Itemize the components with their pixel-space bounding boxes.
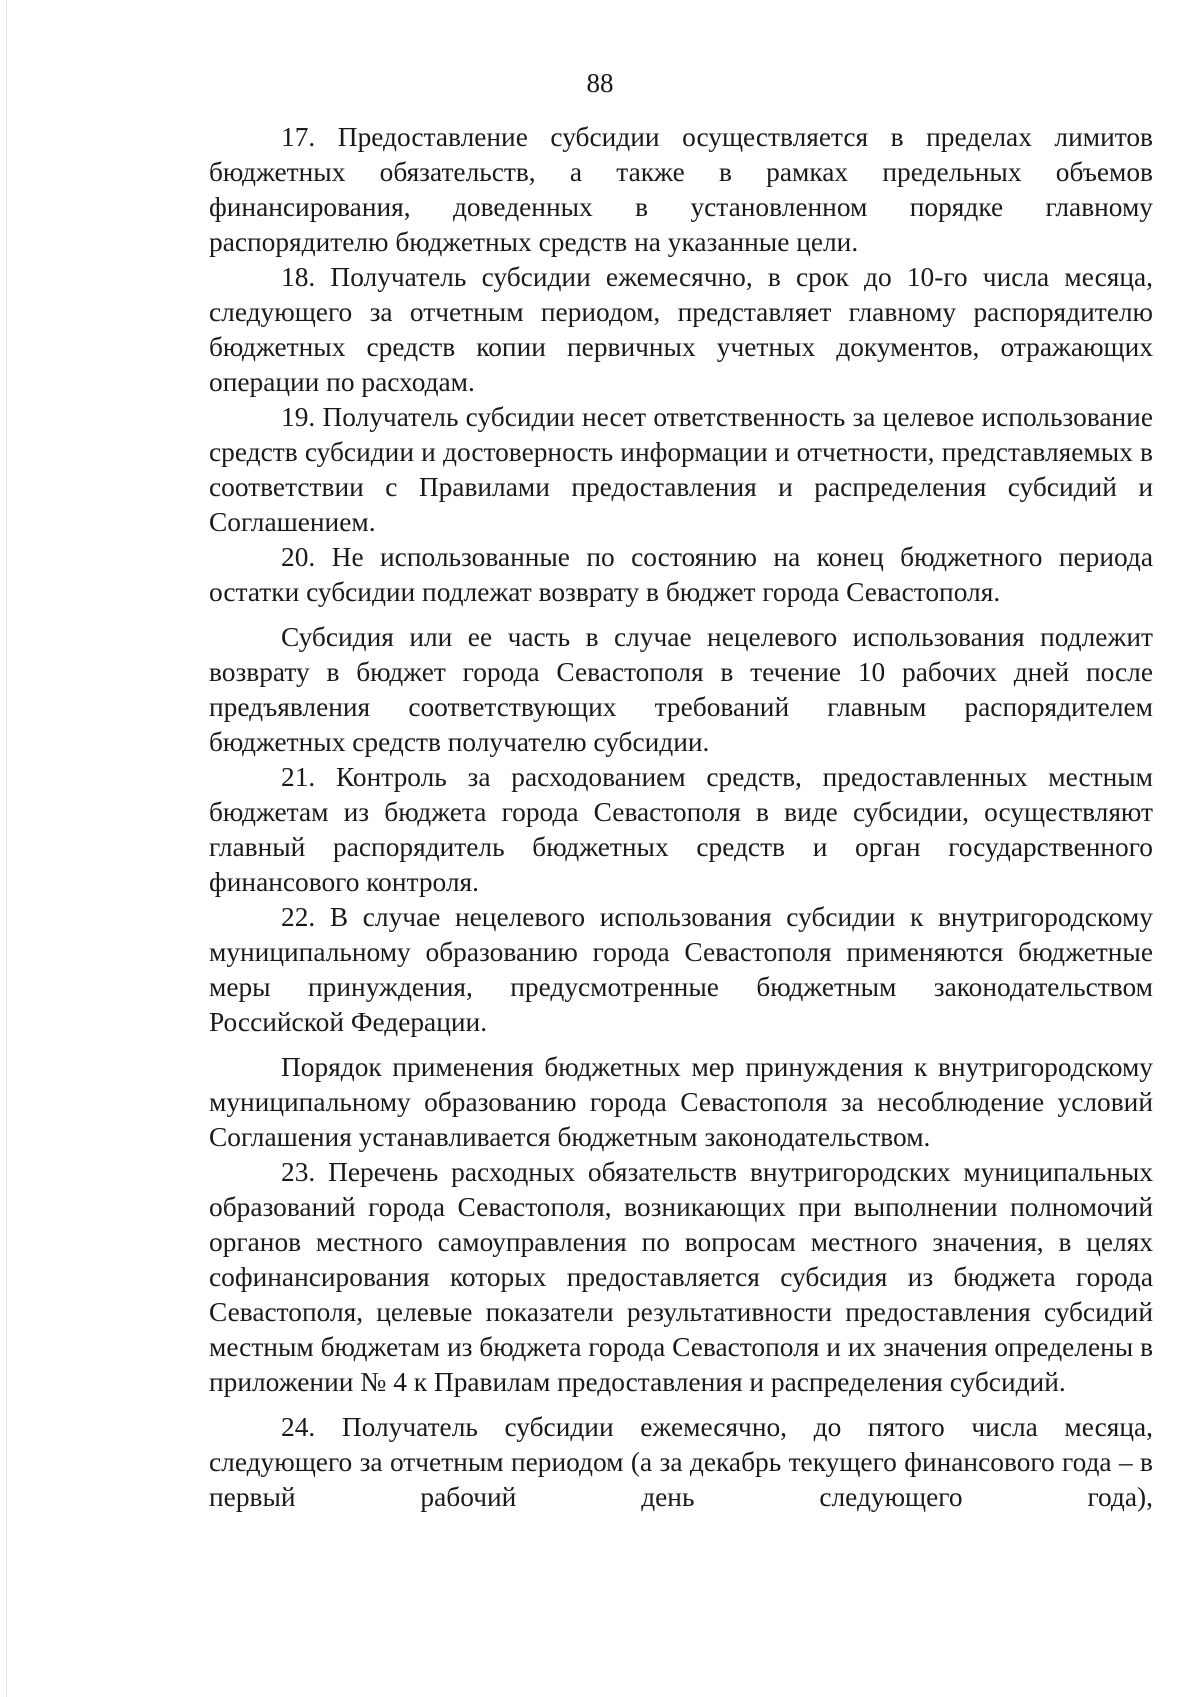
paragraph-22: 22. В случае нецелевого использования субсидии к внутригородскому муниципальному образованию города Севастополя применяются бюджетные меры принуждения, предусмотренные бюджетным законодательством Российской Федерации. xyxy=(209,902,1153,1037)
paragraph-24: 24. Получатель субсидии ежемесячно, до пятого числа месяца, следующего за отчетным периодом (а за декабрь текущего финансового года – в первый рабочий день следующего года), xyxy=(209,1412,1153,1512)
paragraph-21: 21. Контроль за расходованием средств, предоставленных местным бюджетам из бюджета города Севастополя в виде субсидии, осуществляют главный распорядитель бюджетных средств и орган государственного финансового контроля. xyxy=(209,762,1153,897)
paragraph-18: 18. Получатель субсидии ежемесячно, в срок до 10-го числа месяца, следующего за отчетным периодом, представляет главному распорядителю бюджетных средств копии первичных учетных документов, отражающих операции по расходам. xyxy=(209,262,1153,397)
document-body xyxy=(209,120,1153,1515)
paragraph-17: 17. Предоставление субсидии осуществляется в пределах лимитов бюджетных обязательств, а также в рамках предельных объемов финансирования, доведенных в установленном порядке главному распорядителю бюджетных средств на указанные цели. xyxy=(209,122,1153,257)
paragraph-23: 23. Перечень расходных обязательств внутригородских муниципальных образований города Севастополя, возникающих при выполнении полномочий органов местного самоуправления по вопросам местного значения, в целях софинансирования которых предоставляется субсидия из бюджета города Севастополя, целевые показатели результативности предоставления субсидий местным бюджетам из бюджета города Севастополя и их значения определены в приложении № 4 к Правилам предоставления и распределения субсидий. xyxy=(209,1157,1153,1397)
page-number: 88 xyxy=(586,68,614,98)
page-edge-line xyxy=(6,0,7,1697)
paragraph-20-continuation: Субсидия или ее часть в случае нецелевого использования подлежит возврату в бюджет города Севастополя в течение 10 рабочих дней после предъявления соответствующих требований главным распорядителем бюджетных средств получателю субсидии. xyxy=(209,622,1153,757)
paragraph-20: 20. Не использованные по состоянию на конец бюджетного периода остатки субсидии подлежат возврату в бюджет города Севастополя. xyxy=(209,542,1153,607)
paragraph-19: 19. Получатель субсидии несет ответственность за целевое использование средств субсидии и достоверность информации и отчетности, представляемых в соответствии с Правилами предоставления и распределения субсидий и Соглашением. xyxy=(209,402,1153,537)
paragraph-22-continuation: Порядок применения бюджетных мер принуждения к внутригородскому муниципальному образованию города Севастополя за несоблюдение условий Соглашения устанавливается бюджетным законодательством. xyxy=(209,1052,1153,1152)
